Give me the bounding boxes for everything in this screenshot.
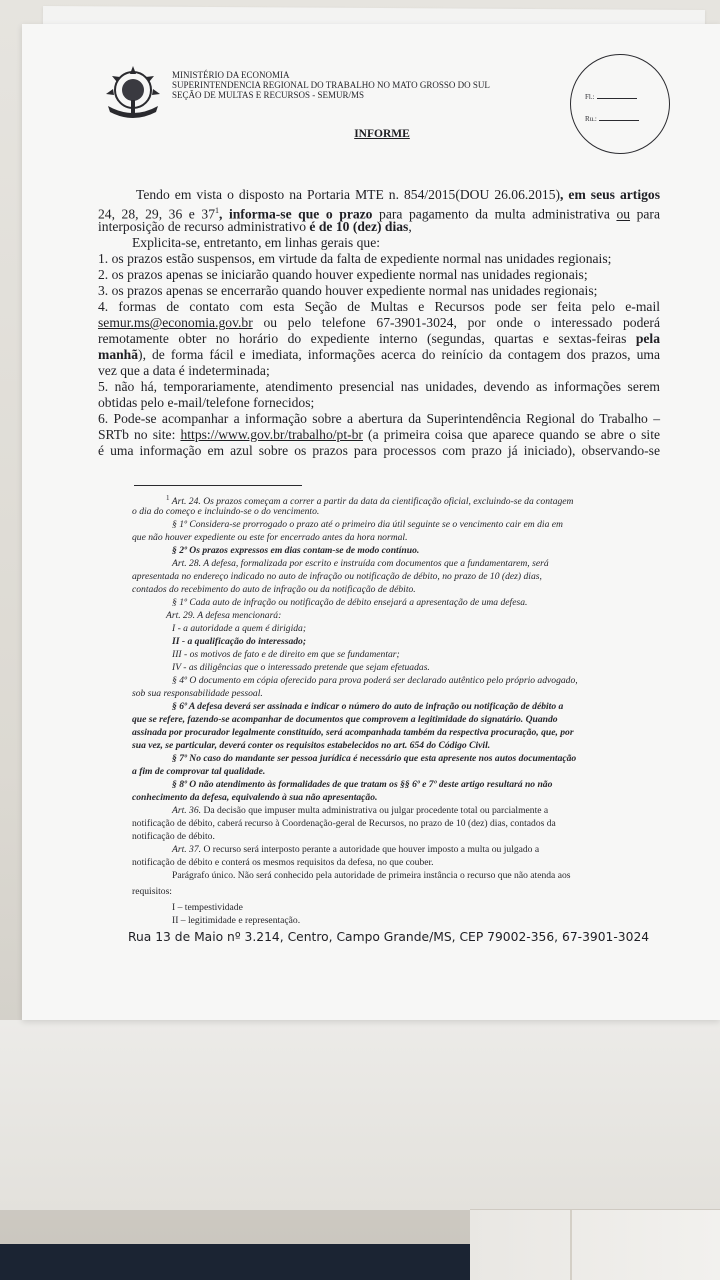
footnote-line: contados do recebimento do auto de infração ou da notificação de débito.: [132, 584, 416, 595]
footnote-line: Parágrafo único. Não será conhecido pela autoridade de primeira instância o recurso que não atenda aos: [172, 870, 571, 881]
footer-address: Rua 13 de Maio nº 3.214, Centro, Campo Grande/MS, CEP 79002-356, 67-3901-3024: [128, 930, 650, 944]
footnote-line: assinada por procurador legalmente constituído, será acompanhada também da respectiva procuração, que, por: [132, 727, 574, 738]
body-line: obtidas pelo e-mail/telefone fornecidos;: [98, 395, 315, 410]
footnote-line: conhecimento da defesa, equivalendo à sua não apresentação.: [132, 792, 378, 803]
email-link[interactable]: semur.ms@economia.gov.br: [98, 315, 253, 330]
list-item: 5. não há, temporariamente, atendimento presencial nas unidades, devendo as informações serem: [98, 379, 660, 394]
footnote-line: § 1º Cada auto de infração ou notificação de débito ensejará a apresentação de uma defesa.: [172, 597, 528, 608]
list-item: 4. formas de contato com esta Seção de Multas e Recursos pode ser feita pelo e-mail: [98, 299, 660, 314]
footnote-line: notificação de débito, caberá recurso à Coordenação-geral de Recursos, no prazo de 10 (dez) dias, contados da: [132, 818, 556, 829]
footnote-line: § 6º A defesa deverá ser assinada e indicar o número do auto de infração ou notificação de débito a: [172, 701, 564, 712]
body-line: semur.ms@economia.gov.br ou pelo telefone 67-3901-3024, por onde o interessado poderá: [98, 315, 660, 330]
list-item: 3. os prazos apenas se encerrarão quando houver expediente normal nas unidades regionais;: [98, 283, 598, 298]
footnote-line: § 8º O não atendimento às formalidades de que tratam os §§ 6º e 7º deste artigo resultará no não: [172, 779, 553, 790]
floor-dark: [0, 1244, 470, 1280]
body-line: vez que a data é indeterminada;: [98, 363, 270, 378]
footnote-line: sob sua responsabilidade pessoal.: [132, 688, 263, 699]
footnote-line: § 2º Os prazos expressos em dias contam-se de modo contínuo.: [172, 545, 420, 556]
stamp-ru: Ru.:: [585, 115, 639, 123]
page-title: INFORME: [354, 128, 410, 140]
footnote-line: sua vez, se particular, deverá conter os requisitos estabelecidos no art. 654 do Código Civil.: [132, 740, 491, 751]
footnote-line: § 4º O documento em cópia oferecido para prova poderá ser declarado autêntico pelo próprio advogado,: [172, 675, 578, 686]
body-line: 24, 28, 29, 36 e $37^1$, informa-se que o prazo para pagamento da multa administrativa ou para: [98, 206, 660, 222]
footnote-line: III - os motivos de fato e de direito em que se fundamentar;: [172, 649, 400, 660]
superintendence-name: SUPERINTENDENCIA REGIONAL DO TRABALHO NO MATO GROSSO DO SUL: [172, 80, 490, 90]
footnote-line: a fim de comprovar tal qualidade.: [132, 766, 266, 777]
footnote-line: I - a autoridade a quem é dirigida;: [172, 623, 307, 634]
footnote-line: requisitos:: [132, 886, 172, 897]
footnote-line: II - a qualificação do interessado;: [172, 636, 307, 647]
floor-tile: [470, 1209, 720, 1280]
footnote-line: Art. 36. Da decisão que impuser multa administrativa ou julgar procedente total ou parcialmente a: [172, 805, 549, 816]
list-item: 2. os prazos apenas se iniciarão quando houver expediente normal nas unidades regionais;: [98, 267, 588, 282]
website-link[interactable]: https://www.gov.br/trabalho/pt-br: [180, 427, 363, 442]
body-line: é uma informação em azul sobre os prazos para processos com prazo já iniciado), observando-se: [98, 443, 660, 458]
footnote-line: Art. 29. A defesa mencionará:: [166, 610, 282, 621]
footnote-line: notificação de débito.: [132, 831, 215, 842]
section-name: SEÇÃO DE MULTAS E RECURSOS - SEMUR/MS: [172, 90, 364, 100]
body-line: manhã), de forma fácil e imediata, informações acerca do reinício da contagem dos prazos, uma: [98, 347, 660, 362]
list-item: 6. Pode-se acompanhar a informação sobre a abertura da Superintendência Regional do Trabalho –: [98, 411, 660, 426]
footnote-line: o dia do começo e incluindo-se o do vencimento.: [132, 506, 320, 517]
footnote-line: Art. 37. O recurso será interposto perante a autoridade que houver imposto a multa ou julgado a: [172, 844, 540, 855]
footnote-line: que se refere, fazendo-se acompanhar de documentos que comprovem a legitimidade do signatário. Quando: [132, 714, 558, 725]
footnote-line: notificação de débito e conterá os mesmos requisitos da defesa, no que couber.: [132, 857, 434, 868]
footnote-line: II – legitimidade e representação.: [172, 915, 301, 926]
stamp-fl: Fl.:: [585, 93, 637, 101]
footnote-line: I – tempestividade: [172, 902, 243, 913]
body-line: remotamente obter no horário do expediente interno (segundas, quartas e sextas-feiras pela: [98, 331, 660, 346]
document-page: [22, 24, 720, 1020]
body-line: SRTb no site: https://www.gov.br/trabalho/pt-br (a primeira coisa que aparece quando se abre o site: [98, 427, 661, 442]
ministry-name: MINISTÉRIO DA ECONOMIA: [172, 70, 290, 80]
coat-of-arms-icon: [102, 64, 164, 120]
footnote-line: § 7º No caso do mandante ser pessoa jurídica é necessário que esta apresente nos autos documentação: [172, 753, 577, 764]
body-line: interposição de recurso administrativo é de 10 (dez) dias,: [98, 219, 412, 234]
footnote-line: apresentada no endereço indicado no auto de infração ou notificação de débito, no prazo de 10 (dez) dias,: [132, 571, 542, 582]
letterhead: [172, 70, 490, 100]
footnote-line: IV - as diligências que o interessado pretende que sejam efetuadas.: [172, 662, 430, 673]
footnote-line: § 1º Considera-se prorrogado o prazo até o primeiro dia útil seguinte se o vencimento cair em dia em: [172, 519, 563, 530]
footnote-line: $^1$ Art. 24. Os prazos começam a correr a partir da data da cientificação oficial, excluindo-se da contagem: [166, 494, 574, 508]
footnote-line: que não houver expediente ou este for encerrado antes da hora normal.: [132, 532, 408, 543]
list-item: 1. os prazos estão suspensos, em virtude da falta de expediente normal nas unidades regionais;: [98, 251, 612, 266]
footnote-divider: [134, 485, 302, 486]
body-line: Tendo em vista o disposto na Portaria MTE n. 854/2015(DOU 26.06.2015), em seus artigos: [136, 187, 660, 202]
body-line: Explicita-se, entretanto, em linhas gerais que:: [132, 235, 380, 250]
lower-page-area: [0, 1020, 720, 1210]
footnote-line: Art. 28. A defesa, formalizada por escrito e instruída com documentos que a fundamentarem, será: [172, 558, 549, 569]
